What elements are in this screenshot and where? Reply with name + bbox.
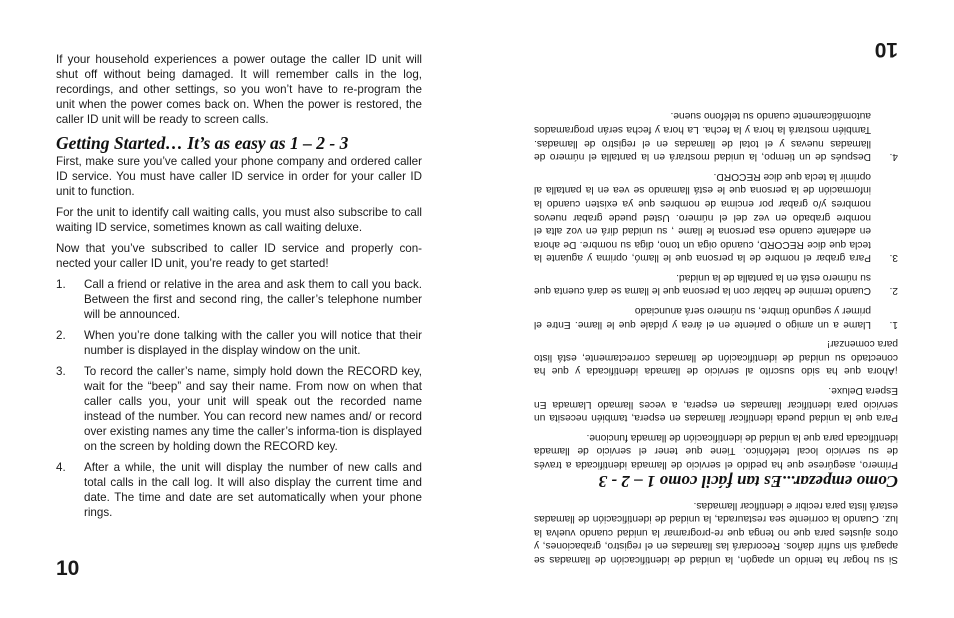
step-text: When you’re done talking with the caller you will notice that their number is displayed in the display window on the unit.: [84, 329, 422, 357]
step-item: [56, 460, 422, 520]
step-item: [534, 169, 898, 264]
step-text: Llame a un amigo o pariente en el área y pídale que le llame. Entre el primer y segundo timbre, su número será anunciado: [534, 305, 871, 330]
step-number: 1.: [56, 278, 66, 291]
phone-company-paragraph: First, make sure you’ve called your phone company and ordered caller ID service. You must have caller ID service in order for your caller ID unit to function.: [56, 155, 422, 198]
page-number: 10: [874, 38, 898, 61]
getting-started-heading: Como empezar...Es tan fácil como 1 – 2 - 3: [598, 472, 898, 492]
step-text: Call a friend or relative in the area and ask them to call you back. Between the first and second ring, the caller’s telephone number will be announced.: [84, 278, 422, 321]
steps-list: [56, 277, 422, 520]
step-number: 4.: [889, 151, 898, 163]
step-item: [534, 270, 898, 297]
step-number: 1.: [889, 318, 898, 330]
page-number: 10: [56, 557, 80, 580]
call-waiting-paragraph: For the unit to identify call waiting calls, you must also subscribe to call waiting ID service, sometimes known as call waiting deluxe.: [56, 206, 422, 234]
spanish-column: [534, 103, 898, 566]
step-item: [56, 364, 422, 454]
step-text: Después de un tiempo, la unidad mostrará en la pantalla el número de llamadas nuevas y el total de llamadas en el registro de llamadas. También mostrará la hora y la fecha. La hora y fecha serán programados automáticamente cuando su teléfono suene.: [534, 110, 871, 163]
step-text: Para grabar el nombre de la persona que le llamó, oprima y aguante la tecla que dice RECORD, cuando oiga un tono, diga su nombre. De ahora en adelante cuando esa persona le llame , su unidad dirá en voz alta el nombre grabado en vez del el número. Usted puede grabar nuevos nombres y/o grabar por encima de nombres que ya existen cuando la información de la persona que le está llamando se vea en la pantalla al oprimir la tecla que dice RECORD.: [534, 170, 871, 264]
step-text: After a while, the unit will display the number of new calls and total calls in the call log. It will also display the current time and date. The time and date are set automatically when your phone rings.: [84, 461, 422, 519]
step-text: Cuando termine de hablar con la persona que le llama se dará cuenta que su número está en la pantalla de la unidad.: [534, 271, 871, 297]
phone-company-paragraph: Primero, asegúrese que ha pedido el servicio de llamada identificada a través de su servicio local telefónico. Tiene que tener el servicio de llamada identificada para que la unidad de identificación de llamada funcione.: [534, 431, 898, 471]
getting-started-heading: Getting Started… It’s as easy as 1 – 2 - 3: [56, 133, 349, 153]
power-outage-paragraph: If your household experiences a power outage the caller ID unit will shut off without being damaged. It will remember calls in the log, recordings, and other settings, so you won’t have to re-program the unit when the power comes back on. When the power is restored, the caller ID unit will be ready to screen calls.: [56, 53, 422, 126]
call-waiting-paragraph: Para que la unidad pueda identificar llamadas en espera, también necesita un servicio para identificar llamadas en espera, a veces llamado Llamada En Espera Deluxe.: [534, 385, 898, 424]
step-number: 2.: [56, 329, 66, 342]
step-number: 2.: [889, 285, 898, 297]
step-item: [56, 328, 422, 358]
steps-list: [534, 109, 898, 331]
step-item: [534, 109, 898, 163]
power-outage-paragraph: Si su hogar ha tenido un apagón, la unidad de identificación de llamadas se apagará sin sufrir daños. Recordará las llamadas en el registro, grabaciones, y otros ajustes para que no tenga que re-programar la unidad cuando vuelva la luz. Cuando la corriente sea restaurada, la unidad de identificación de llamadas estará lista para recibir e identificar llamadas.: [534, 499, 898, 565]
step-number: 4.: [56, 461, 66, 474]
ready-paragraph: Now that you’ve subscribed to caller ID service and properly con-nected your caller ID unit, you’re ready to get started!: [56, 242, 422, 270]
step-number: 3.: [889, 252, 898, 264]
step-item: [534, 304, 898, 331]
ready-paragraph: ¡Ahora que ha sido suscrito al servicio de llamada identificada y que ha conectado su unidad de identificación de llamadas correctamente, está listo para comenzar!: [534, 338, 898, 377]
step-item: [56, 277, 422, 322]
step-text: To record the caller’s name, simply hold down the RECORD key, wait for the “beep” and say their name. From now on when that caller calls you, your unit will speak out the recorded name instead of the number. You can record new names and/ or record over existing names any time the caller’s informa-tion is displayed on the screen by holding down the RECORD key.: [84, 365, 422, 453]
spanish-page-upside-down: [477, 0, 954, 618]
english-column: [56, 52, 422, 526]
step-number: 3.: [56, 365, 66, 378]
